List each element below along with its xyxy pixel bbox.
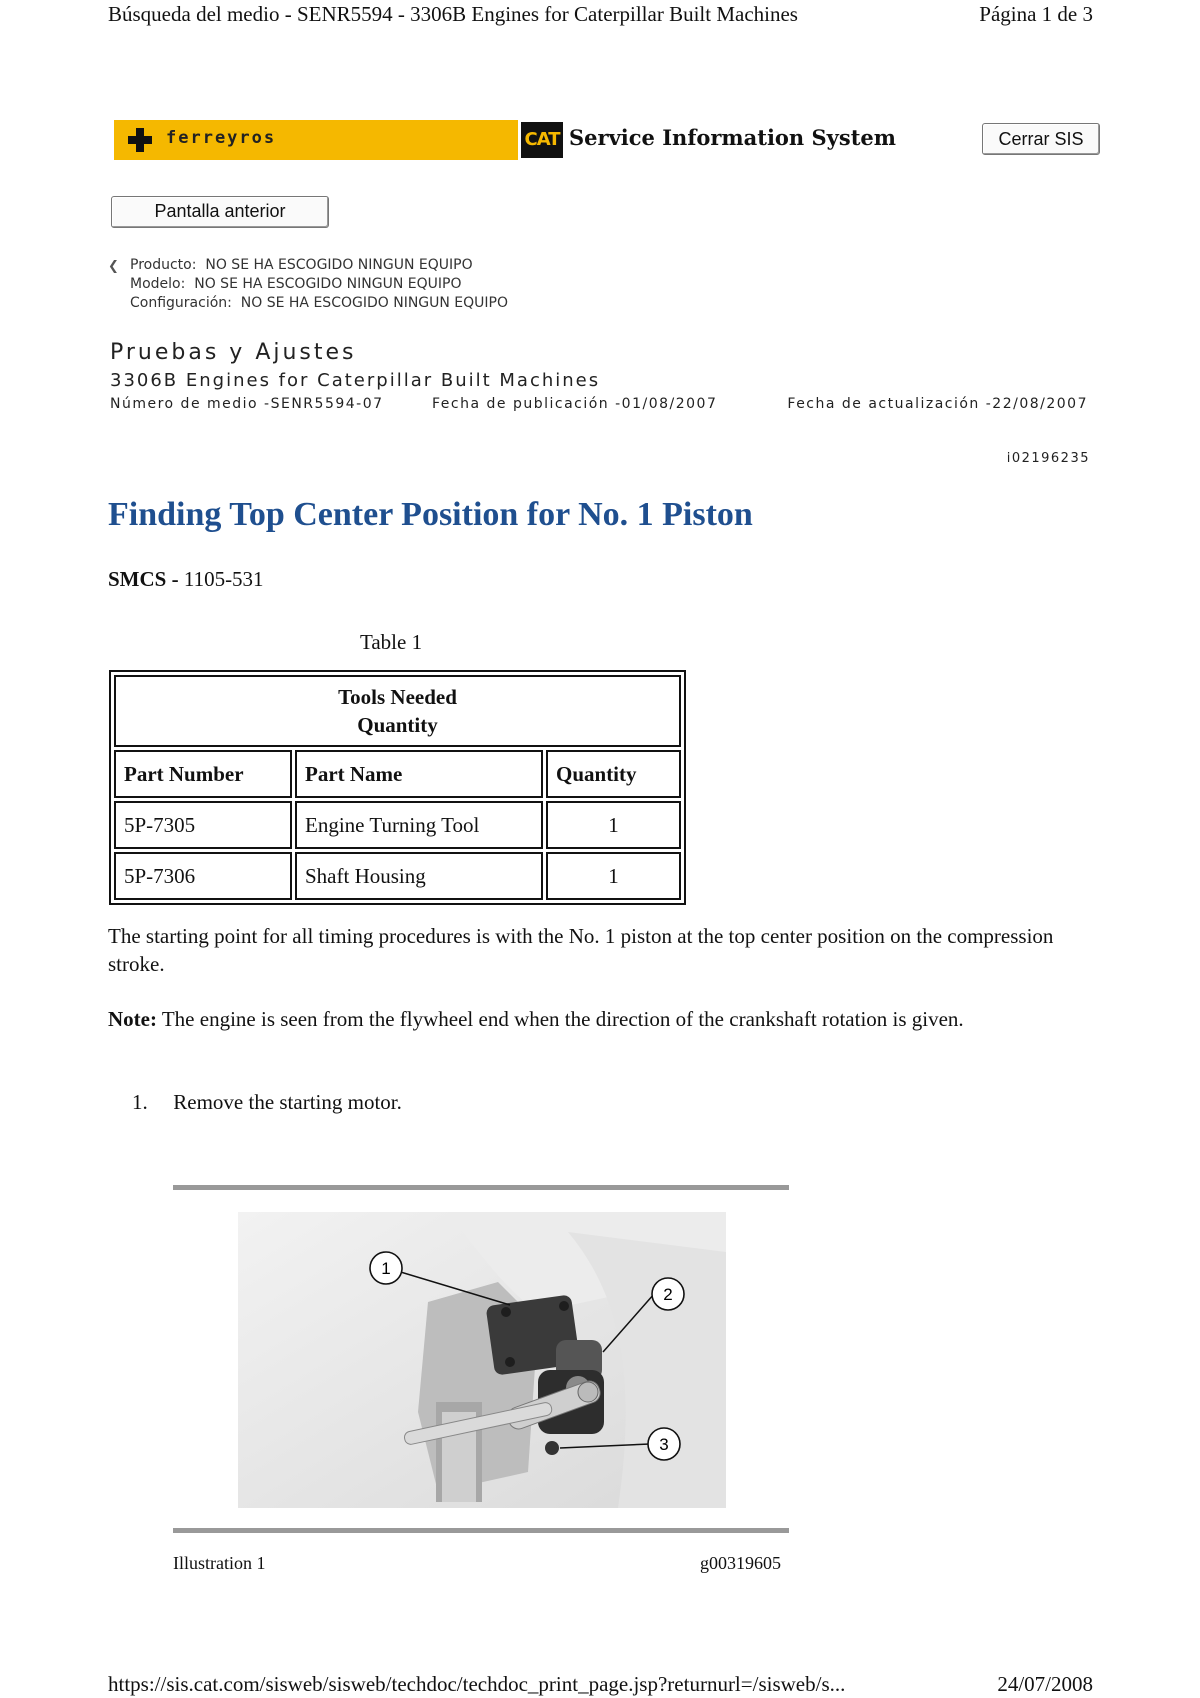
step-1: [132, 1090, 402, 1115]
document-type: Pruebas y Ajustes: [110, 340, 357, 365]
note-text: The engine is seen from the flywheel end when the direction of the crankshaft rotation is given.: [161, 1007, 964, 1031]
table-header-row: [114, 675, 681, 747]
model-row: [130, 275, 508, 294]
illustration-top-rule: [173, 1185, 789, 1190]
print-footer: [108, 1672, 1093, 1698]
config-row: [130, 294, 508, 313]
callout-3: 3: [659, 1435, 669, 1454]
quantity-cell: 1: [546, 852, 681, 900]
smcs-label: SMCS -: [108, 567, 179, 591]
table-row: [114, 852, 681, 900]
table-header-line2: Quantity: [357, 713, 438, 737]
callout-1: 1: [381, 1259, 391, 1278]
brand-name: ferreyros: [166, 128, 277, 148]
part-number-cell: 5P-7305: [114, 801, 292, 849]
table-caption: Table 1: [360, 630, 423, 654]
system-title: Service Information System: [569, 125, 896, 150]
column-quantity: Quantity: [546, 750, 681, 798]
close-sis-button[interactable]: Cerrar SIS: [982, 123, 1100, 155]
update-date: Fecha de actualización -22/08/2007: [787, 396, 1088, 412]
product-value: NO SE HA ESCOGIDO NINGUN EQUIPO: [205, 257, 473, 273]
print-footer-date: 24/07/2008: [997, 1672, 1093, 1696]
product-row: [130, 256, 508, 275]
table-row: [114, 801, 681, 849]
cat-logo: CAT: [521, 122, 563, 158]
chevron-left-icon[interactable]: ❮: [108, 259, 119, 274]
config-label: Configuración:: [130, 295, 232, 311]
note-label: Note:: [108, 1007, 157, 1031]
page-title: Finding Top Center Position for No. 1 Piston: [108, 496, 753, 533]
smcs-value: 1105-531: [183, 567, 264, 591]
media-number: Número de medio -SENR5594-07: [110, 396, 384, 412]
illustration-bottom-rule: [173, 1528, 789, 1533]
model-label: Modelo:: [130, 276, 186, 292]
ferreyros-cross-icon: [128, 128, 152, 152]
print-footer-url[interactable]: https://sis.cat.com/sisweb/sisweb/techdoc/techdoc_print_page.jsp?returnurl=/sisweb/s...: [108, 1672, 846, 1696]
print-header: [108, 0, 1093, 30]
column-part-name: Part Name: [295, 750, 543, 798]
illustration-label: Illustration 1: [173, 1553, 266, 1573]
table-header-line1: Tools Needed: [338, 685, 457, 709]
model-value: NO SE HA ESCOGIDO NINGUN EQUIPO: [194, 276, 462, 292]
column-part-number: Part Number: [114, 750, 292, 798]
step-number: 1.: [132, 1090, 148, 1114]
part-name-cell: Shaft Housing: [295, 852, 543, 900]
tools-table: [109, 670, 686, 905]
print-header-title: Búsqueda del medio - SENR5594 - 3306B Engines for Caterpillar Built Machines: [108, 2, 798, 26]
document-id: i02196235: [1006, 451, 1090, 466]
smcs-code: [108, 567, 264, 592]
part-number-cell: 5P-7306: [114, 852, 292, 900]
table-header: [114, 675, 681, 747]
document-engine: 3306B Engines for Caterpillar Built Machines: [110, 370, 601, 391]
callout-2: 2: [663, 1285, 673, 1304]
step-text: Remove the starting motor.: [173, 1090, 402, 1114]
sis-banner: [114, 120, 1092, 160]
engine-turning-tool-photo: [238, 1212, 726, 1508]
intro-paragraph: The starting point for all timing procedures is with the No. 1 piston at the top center position on the compression stroke.: [108, 924, 1054, 976]
config-value: NO SE HA ESCOGIDO NINGUN EQUIPO: [240, 295, 509, 311]
print-header-page: Página 1 de 3: [979, 2, 1093, 26]
publication-date: Fecha de publicación -01/08/2007: [432, 396, 718, 412]
quantity-cell: 1: [546, 801, 681, 849]
part-name-cell: Engine Turning Tool: [295, 801, 543, 849]
product-info: [108, 256, 508, 313]
illustration-id: g00319605: [700, 1553, 781, 1573]
previous-screen-button[interactable]: Pantalla anterior: [111, 196, 329, 228]
table-column-row: [114, 750, 681, 798]
brand-bar: [114, 120, 518, 160]
note-paragraph: [108, 1005, 1093, 1033]
product-label: Producto:: [130, 257, 197, 273]
